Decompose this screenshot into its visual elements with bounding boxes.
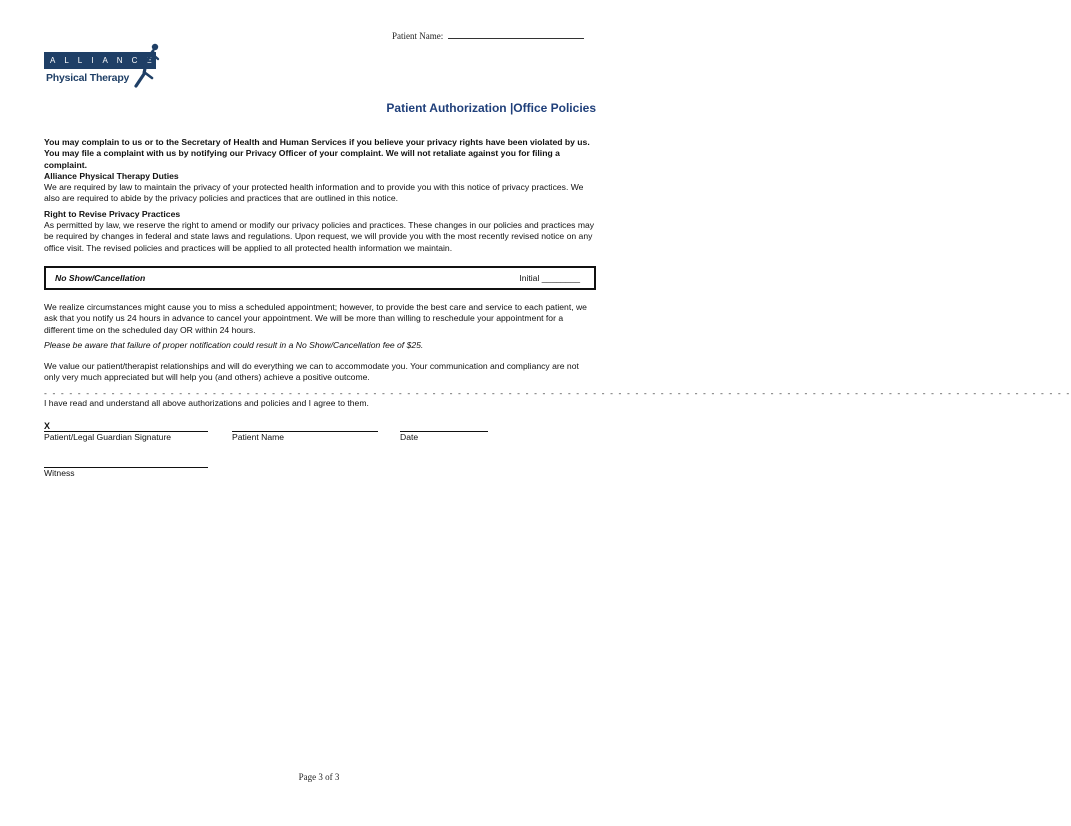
patient-name-label: Patient Name: <box>392 31 446 41</box>
complaint-notice: You may complain to us or to the Secretary of Health and Human Services if you believe your privacy rights have been violated by us. You may file a complaint with us by notifying our Privacy Officer of your complaint. We will not retaliate against you for filing a complaint. <box>44 137 590 170</box>
logo <box>44 42 164 90</box>
revise-body: As permitted by law, we reserve the right to amend or modify our privacy policies and practices. These changes in our policies and practices may be required by changes in federal and state laws and regulations. Upon request, we will provide you with the most recently revised notice on any office visit. The revised policies and practices will be applied to all protected health information we maintain. <box>44 220 595 253</box>
document-title: Patient Authorization |Office Policies <box>386 101 596 115</box>
acknowledgement: I have read and understand all above authorizations and policies and I agree to them. <box>44 397 369 408</box>
duties-body: We are required by law to maintain the privacy of your protected health information and to provide you with this notice of privacy practices. We also are required to abide by the privacy policies and practices that are outlined in this notice. <box>44 182 584 204</box>
noshow-box <box>44 266 596 290</box>
logo-wordmark: ALLIANCE <box>50 56 161 65</box>
patient-name-header <box>392 30 584 41</box>
fee-notice: Please be aware that failure of proper notification could result in a No Show/Cancellation fee of $25. <box>44 339 424 350</box>
dashed-separator: - - - - - - - - - - - - - - - - - - - - - - - - - - - - - - - - - - - - - - - - - - - - - - - - - - - - - - - - - - - - - - - - - - - - - - - - - - - - - - - - - - - - - - - - - - - - - - - - - - - - - - - - - - - - - - - - - - - - - - - - - - <box>44 387 1071 398</box>
noshow-initial-field[interactable]: Initial ________ <box>519 272 580 283</box>
policy-paragraph-1: We realize circumstances might cause you to miss a scheduled appointment; however, to provide the best care and service to each patient, we ask that you notify us 24 hours in advance to cancel your appointment. We will be more than willing to reschedule your appointment for a different time on the scheduled day OR within 24 hours. <box>44 301 587 335</box>
date-line[interactable] <box>400 421 488 432</box>
signature-row <box>44 421 596 445</box>
page-footer: Page 3 of 3 <box>298 772 340 782</box>
guardian-signature-field[interactable] <box>44 421 208 443</box>
guardian-signature-label: Patient/Legal Guardian Signature <box>44 432 172 443</box>
date-label: Date <box>400 432 419 443</box>
document-body <box>44 137 1071 479</box>
revise-heading: Right to Revise Privacy Practices <box>44 208 181 219</box>
policy-paragraph-2: We value our patient/therapist relationships and will do everything we can to accommodate you. Your communication and compliancy are not only very much appreciated but will help you (and others) achieve a positive outcome. <box>44 361 579 383</box>
patient-name-field[interactable] <box>232 421 378 443</box>
signature-x-mark: X <box>44 421 51 432</box>
patient-name-sign-label: Patient Name <box>232 432 285 443</box>
patient-name-sign-line[interactable] <box>232 421 378 432</box>
patient-name-line[interactable] <box>448 30 584 39</box>
witness-field[interactable] <box>44 457 208 479</box>
duties-heading: Alliance Physical Therapy Duties <box>44 170 179 181</box>
witness-line[interactable] <box>44 457 208 468</box>
guardian-signature-line[interactable] <box>44 421 208 432</box>
witness-label: Witness <box>44 468 75 479</box>
logo-subtitle: Physical Therapy <box>46 72 130 84</box>
noshow-label: No Show/Cancellation <box>55 272 146 283</box>
date-field[interactable] <box>400 421 488 443</box>
runner-figure-icon <box>122 42 164 90</box>
